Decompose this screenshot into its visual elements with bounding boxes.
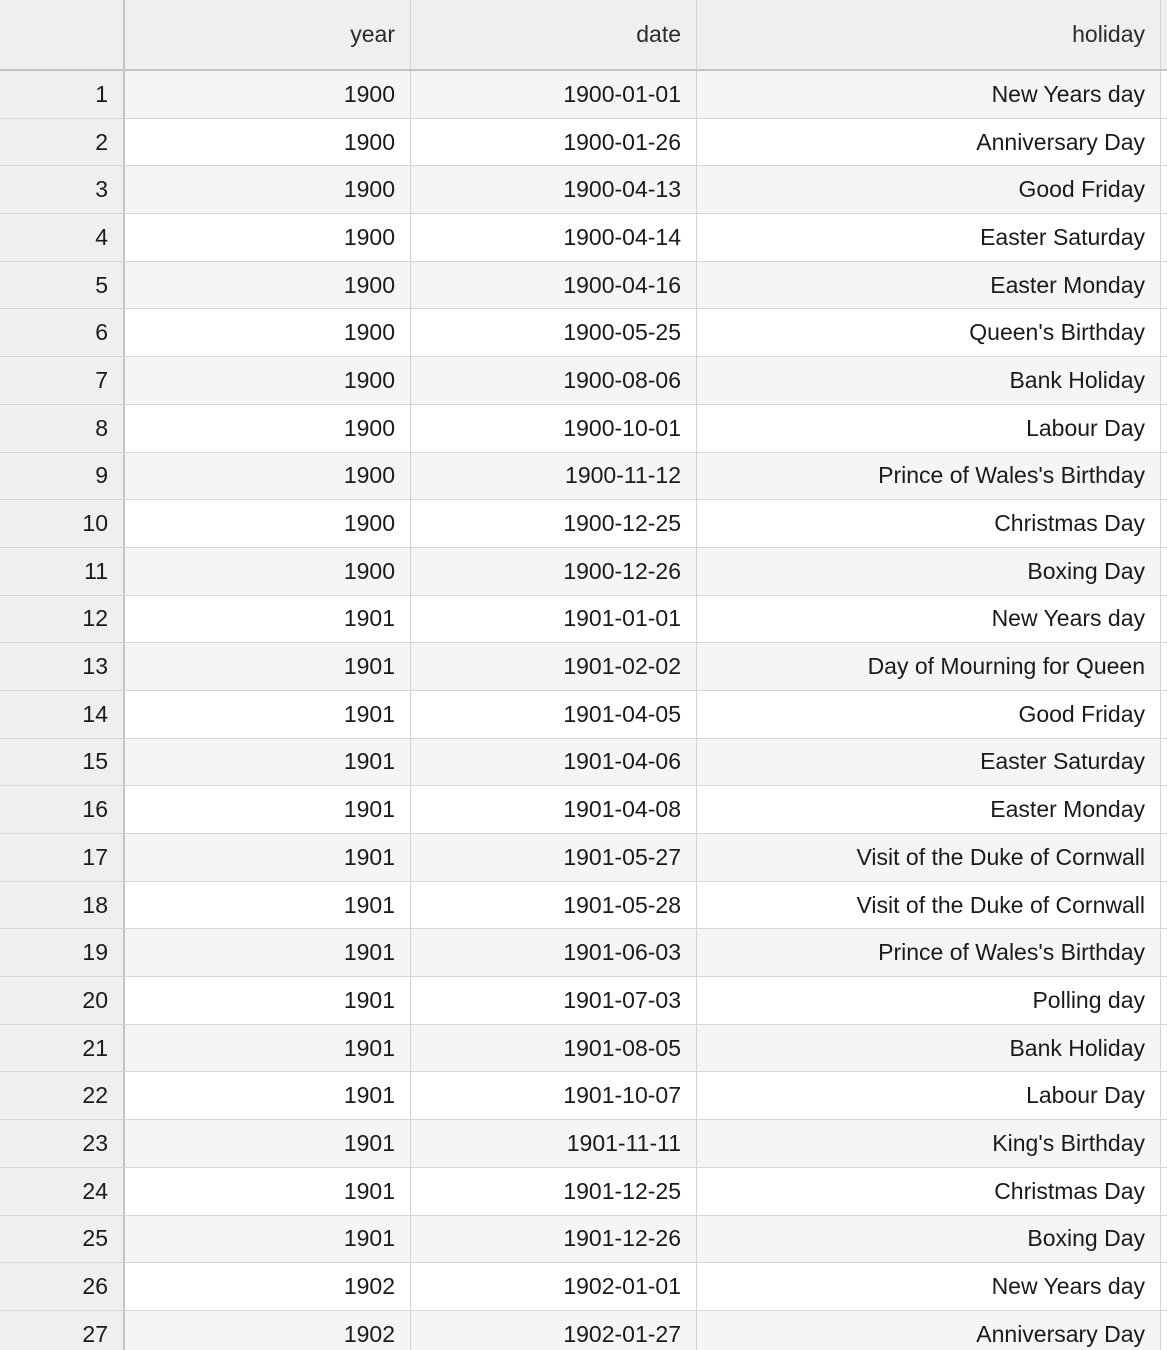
table-row[interactable]: [0, 453, 1167, 501]
year-cell[interactable]: 1900: [125, 71, 411, 118]
date-cell[interactable]: 1900-12-25: [411, 500, 697, 547]
holiday-cell[interactable]: Good Friday: [697, 166, 1161, 213]
date-cell[interactable]: 1901-12-25: [411, 1168, 697, 1215]
year-cell[interactable]: 1900: [125, 309, 411, 356]
row-index-cell[interactable]: 19: [0, 929, 125, 976]
date-cell[interactable]: 1901-12-26: [411, 1216, 697, 1263]
date-cell[interactable]: 1902-01-01: [411, 1263, 697, 1310]
year-cell[interactable]: 1900: [125, 548, 411, 595]
row-index-cell[interactable]: 5: [0, 262, 125, 309]
row-index-cell[interactable]: 24: [0, 1168, 125, 1215]
date-cell[interactable]: 1900-04-16: [411, 262, 697, 309]
holiday-cell[interactable]: Visit of the Duke of Cornwall: [697, 882, 1161, 929]
date-column-header[interactable]: date: [411, 0, 697, 69]
row-index-cell[interactable]: 16: [0, 786, 125, 833]
year-cell[interactable]: 1901: [125, 691, 411, 738]
row-index-cell[interactable]: 23: [0, 1120, 125, 1167]
date-cell[interactable]: 1901-04-05: [411, 691, 697, 738]
holiday-cell[interactable]: Visit of the Duke of Cornwall: [697, 834, 1161, 881]
holiday-cell[interactable]: Christmas Day: [697, 500, 1161, 547]
row-index-cell[interactable]: 14: [0, 691, 125, 738]
table-row[interactable]: [0, 1072, 1167, 1120]
row-index-cell[interactable]: 6: [0, 309, 125, 356]
table-row[interactable]: [0, 882, 1167, 930]
date-cell[interactable]: 1900-08-06: [411, 357, 697, 404]
date-cell[interactable]: 1901-07-03: [411, 977, 697, 1024]
date-cell[interactable]: 1901-11-11: [411, 1120, 697, 1167]
year-cell[interactable]: 1901: [125, 643, 411, 690]
holiday-cell[interactable]: Anniversary Day: [697, 119, 1161, 166]
row-index-cell[interactable]: 11: [0, 548, 125, 595]
date-cell[interactable]: 1901-01-01: [411, 596, 697, 643]
row-index-cell[interactable]: 26: [0, 1263, 125, 1310]
holiday-cell[interactable]: Easter Saturday: [697, 214, 1161, 261]
holiday-cell[interactable]: King's Birthday: [697, 1120, 1161, 1167]
date-cell[interactable]: 1900-11-12: [411, 453, 697, 500]
year-cell[interactable]: 1901: [125, 1025, 411, 1072]
year-cell[interactable]: 1901: [125, 1168, 411, 1215]
date-cell[interactable]: 1901-05-28: [411, 882, 697, 929]
date-cell[interactable]: 1901-02-02: [411, 643, 697, 690]
table-row[interactable]: [0, 1263, 1167, 1311]
year-cell[interactable]: 1900: [125, 357, 411, 404]
date-cell[interactable]: 1900-01-01: [411, 71, 697, 118]
date-cell[interactable]: 1900-10-01: [411, 405, 697, 452]
table-row[interactable]: [0, 405, 1167, 453]
row-index-cell[interactable]: 13: [0, 643, 125, 690]
table-row[interactable]: [0, 71, 1167, 119]
table-row[interactable]: [0, 548, 1167, 596]
date-cell[interactable]: 1901-10-07: [411, 1072, 697, 1119]
year-cell[interactable]: 1900: [125, 166, 411, 213]
holiday-cell[interactable]: Easter Saturday: [697, 739, 1161, 786]
holiday-cell[interactable]: Bank Holiday: [697, 1025, 1161, 1072]
date-cell[interactable]: 1900-01-26: [411, 119, 697, 166]
date-cell[interactable]: 1900-05-25: [411, 309, 697, 356]
holiday-cell[interactable]: New Years day: [697, 1263, 1161, 1310]
holiday-cell[interactable]: Easter Monday: [697, 786, 1161, 833]
holiday-cell[interactable]: New Years day: [697, 596, 1161, 643]
row-index-cell[interactable]: 12: [0, 596, 125, 643]
table-row[interactable]: [0, 929, 1167, 977]
row-index-cell[interactable]: 15: [0, 739, 125, 786]
year-cell[interactable]: 1901: [125, 977, 411, 1024]
holiday-cell[interactable]: Christmas Day: [697, 1168, 1161, 1215]
year-cell[interactable]: 1900: [125, 405, 411, 452]
table-row[interactable]: [0, 977, 1167, 1025]
holiday-cell[interactable]: New Years day: [697, 71, 1161, 118]
year-cell[interactable]: 1902: [125, 1263, 411, 1310]
holiday-cell[interactable]: Prince of Wales's Birthday: [697, 453, 1161, 500]
row-index-cell[interactable]: 21: [0, 1025, 125, 1072]
table-row[interactable]: [0, 1120, 1167, 1168]
holiday-cell[interactable]: Bank Holiday: [697, 357, 1161, 404]
table-row[interactable]: [0, 1216, 1167, 1264]
year-cell[interactable]: 1901: [125, 834, 411, 881]
table-row[interactable]: [0, 739, 1167, 787]
holiday-cell[interactable]: Queen's Birthday: [697, 309, 1161, 356]
holiday-cell[interactable]: Polling day: [697, 977, 1161, 1024]
year-cell[interactable]: 1900: [125, 262, 411, 309]
table-row[interactable]: [0, 500, 1167, 548]
holiday-cell[interactable]: Labour Day: [697, 1072, 1161, 1119]
holiday-cell[interactable]: Boxing Day: [697, 1216, 1161, 1263]
year-cell[interactable]: 1901: [125, 1072, 411, 1119]
table-row[interactable]: [0, 643, 1167, 691]
date-cell[interactable]: 1901-05-27: [411, 834, 697, 881]
holiday-cell[interactable]: Boxing Day: [697, 548, 1161, 595]
year-cell[interactable]: 1901: [125, 786, 411, 833]
row-index-cell[interactable]: 1: [0, 71, 125, 118]
year-cell[interactable]: 1901: [125, 739, 411, 786]
row-index-cell[interactable]: 9: [0, 453, 125, 500]
table-row[interactable]: [0, 596, 1167, 644]
holiday-cell[interactable]: Good Friday: [697, 691, 1161, 738]
holiday-column-header[interactable]: holiday: [697, 0, 1161, 69]
year-cell[interactable]: 1901: [125, 882, 411, 929]
table-row[interactable]: [0, 309, 1167, 357]
holiday-cell[interactable]: Prince of Wales's Birthday: [697, 929, 1161, 976]
date-cell[interactable]: 1901-04-06: [411, 739, 697, 786]
year-cell[interactable]: 1902: [125, 1311, 411, 1350]
year-cell[interactable]: 1901: [125, 596, 411, 643]
date-cell[interactable]: 1900-04-13: [411, 166, 697, 213]
index-column-header[interactable]: [0, 0, 125, 69]
table-row[interactable]: [0, 119, 1167, 167]
row-index-cell[interactable]: 20: [0, 977, 125, 1024]
year-cell[interactable]: 1900: [125, 453, 411, 500]
date-cell[interactable]: 1901-06-03: [411, 929, 697, 976]
row-index-cell[interactable]: 22: [0, 1072, 125, 1119]
holiday-cell[interactable]: Labour Day: [697, 405, 1161, 452]
table-row[interactable]: [0, 262, 1167, 310]
table-row[interactable]: [0, 1311, 1167, 1350]
row-index-cell[interactable]: 10: [0, 500, 125, 547]
row-index-cell[interactable]: 27: [0, 1311, 125, 1350]
row-index-cell[interactable]: 7: [0, 357, 125, 404]
table-row[interactable]: [0, 834, 1167, 882]
year-cell[interactable]: 1900: [125, 500, 411, 547]
year-column-header[interactable]: year: [125, 0, 411, 69]
table-row[interactable]: [0, 691, 1167, 739]
table-row[interactable]: [0, 214, 1167, 262]
table-row[interactable]: [0, 1168, 1167, 1216]
year-cell[interactable]: 1901: [125, 1216, 411, 1263]
year-cell[interactable]: 1900: [125, 214, 411, 261]
row-index-cell[interactable]: 3: [0, 166, 125, 213]
row-index-cell[interactable]: 25: [0, 1216, 125, 1263]
row-index-cell[interactable]: 8: [0, 405, 125, 452]
row-index-cell[interactable]: 2: [0, 119, 125, 166]
date-cell[interactable]: 1900-12-26: [411, 548, 697, 595]
date-cell[interactable]: 1902-01-27: [411, 1311, 697, 1350]
table-row[interactable]: [0, 1025, 1167, 1073]
holiday-cell[interactable]: Easter Monday: [697, 262, 1161, 309]
holiday-cell[interactable]: Day of Mourning for Queen: [697, 643, 1161, 690]
date-cell[interactable]: 1901-08-05: [411, 1025, 697, 1072]
date-cell[interactable]: 1901-04-08: [411, 786, 697, 833]
table-row[interactable]: [0, 357, 1167, 405]
year-cell[interactable]: 1901: [125, 929, 411, 976]
table-row[interactable]: [0, 166, 1167, 214]
holiday-cell[interactable]: Anniversary Day: [697, 1311, 1161, 1350]
row-index-cell[interactable]: 4: [0, 214, 125, 261]
table-row[interactable]: [0, 786, 1167, 834]
header-row: [0, 0, 1167, 71]
table-body: [0, 71, 1167, 1350]
year-cell[interactable]: 1900: [125, 119, 411, 166]
date-cell[interactable]: 1900-04-14: [411, 214, 697, 261]
row-index-cell[interactable]: 17: [0, 834, 125, 881]
year-cell[interactable]: 1901: [125, 1120, 411, 1167]
row-index-cell[interactable]: 18: [0, 882, 125, 929]
